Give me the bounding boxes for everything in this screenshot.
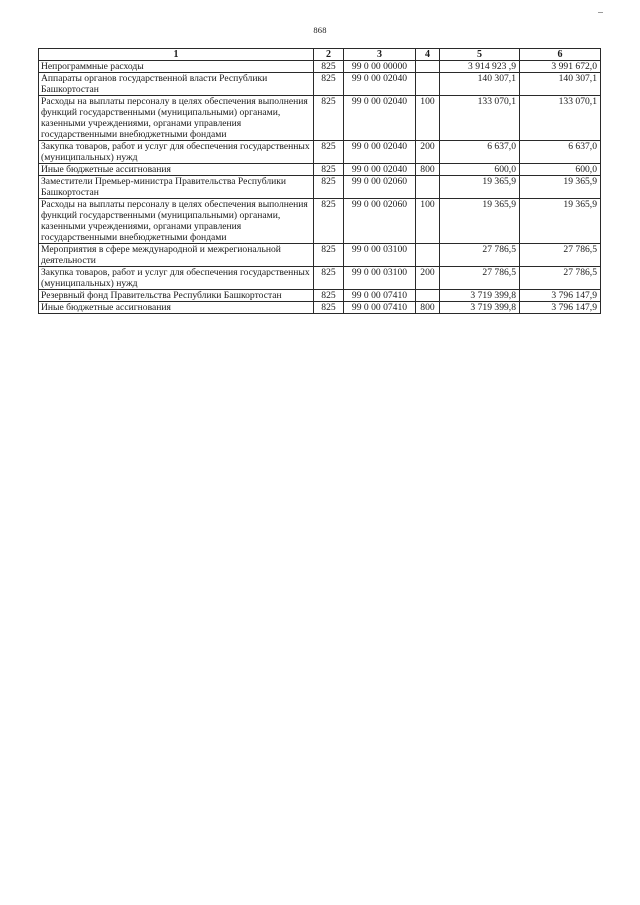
table-row	[39, 164, 601, 176]
department-code: 825	[314, 176, 344, 199]
header-row	[39, 49, 601, 61]
target-article-code: 99 0 00 02040	[344, 96, 416, 141]
expense-type-code: 200	[416, 267, 440, 290]
amount-col6: 27 786,5	[520, 244, 601, 267]
expense-name: Иные бюджетные ассигнования	[39, 302, 314, 314]
column-header-2: 2	[314, 49, 344, 61]
column-header-6: 6	[520, 49, 601, 61]
expense-name: Резервный фонд Правительства Республики Башкортостан	[39, 290, 314, 302]
table-row	[39, 96, 601, 141]
scan-mark	[598, 12, 603, 13]
table-row	[39, 199, 601, 244]
expense-type-code: 100	[416, 96, 440, 141]
table-row	[39, 141, 601, 164]
expense-type-code: 800	[416, 164, 440, 176]
amount-col5: 27 786,5	[440, 244, 520, 267]
amount-col6: 3 991 672,0	[520, 61, 601, 73]
expense-name: Расходы на выплаты персоналу в целях обеспечения выполнения функций государственными (муниципальными) органами, казенными учреждениями, органами управления государственными внебюджетными фондами	[39, 96, 314, 141]
expense-name: Непрограммные расходы	[39, 61, 314, 73]
department-code: 825	[314, 73, 344, 96]
target-article-code: 99 0 00 02040	[344, 141, 416, 164]
column-header-5: 5	[440, 49, 520, 61]
table-row	[39, 267, 601, 290]
target-article-code: 99 0 00 02060	[344, 199, 416, 244]
department-code: 825	[314, 267, 344, 290]
expense-type-code	[416, 290, 440, 302]
amount-col6: 27 786,5	[520, 267, 601, 290]
target-article-code: 99 0 00 03100	[344, 267, 416, 290]
expense-type-code	[416, 73, 440, 96]
amount-col6: 19 365,9	[520, 199, 601, 244]
expense-type-code: 200	[416, 141, 440, 164]
table-row	[39, 61, 601, 73]
amount-col5: 140 307,1	[440, 73, 520, 96]
amount-col5: 600,0	[440, 164, 520, 176]
department-code: 825	[314, 141, 344, 164]
target-article-code: 99 0 00 07410	[344, 302, 416, 314]
table-row	[39, 176, 601, 199]
department-code: 825	[314, 61, 344, 73]
expense-name: Мероприятия в сфере международной и межрегиональной деятельности	[39, 244, 314, 267]
amount-col5: 19 365,9	[440, 176, 520, 199]
amount-col6: 3 796 147,9	[520, 290, 601, 302]
budget-table	[38, 48, 601, 314]
department-code: 825	[314, 164, 344, 176]
amount-col5: 19 365,9	[440, 199, 520, 244]
amount-col5: 3 719 399,8	[440, 302, 520, 314]
expense-name: Иные бюджетные ассигнования	[39, 164, 314, 176]
expense-type-code	[416, 61, 440, 73]
expense-name: Закупка товаров, работ и услуг для обеспечения государственных (муниципальных) нужд	[39, 141, 314, 164]
column-header-3: 3	[344, 49, 416, 61]
amount-col5: 6 637,0	[440, 141, 520, 164]
column-header-1: 1	[39, 49, 314, 61]
expense-name: Аппараты органов государственной власти Республики Башкортостан	[39, 73, 314, 96]
department-code: 825	[314, 290, 344, 302]
amount-col6: 140 307,1	[520, 73, 601, 96]
target-article-code: 99 0 00 02060	[344, 176, 416, 199]
page-number: 868	[313, 25, 327, 35]
column-header-4: 4	[416, 49, 440, 61]
expense-name: Заместители Премьер-министра Правительства Республики Башкортостан	[39, 176, 314, 199]
target-article-code: 99 0 00 02040	[344, 73, 416, 96]
amount-col6: 6 637,0	[520, 141, 601, 164]
department-code: 825	[314, 96, 344, 141]
expense-type-code	[416, 176, 440, 199]
target-article-code: 99 0 00 00000	[344, 61, 416, 73]
amount-col6: 3 796 147,9	[520, 302, 601, 314]
expense-name: Закупка товаров, работ и услуг для обеспечения государственных (муниципальных) нужд	[39, 267, 314, 290]
table-row	[39, 73, 601, 96]
amount-col5: 27 786,5	[440, 267, 520, 290]
amount-col6: 19 365,9	[520, 176, 601, 199]
table-row	[39, 244, 601, 267]
table-row	[39, 302, 601, 314]
amount-col6: 133 070,1	[520, 96, 601, 141]
amount-col5: 3 719 399,8	[440, 290, 520, 302]
target-article-code: 99 0 00 07410	[344, 290, 416, 302]
expense-name: Расходы на выплаты персоналу в целях обеспечения выполнения функций государственными (муниципальными) органами, казенными учреждениями, органами управления государственными внебюджетными фондами	[39, 199, 314, 244]
department-code: 825	[314, 302, 344, 314]
target-article-code: 99 0 00 03100	[344, 244, 416, 267]
department-code: 825	[314, 199, 344, 244]
amount-col5: 133 070,1	[440, 96, 520, 141]
expense-type-code	[416, 244, 440, 267]
department-code: 825	[314, 244, 344, 267]
amount-col6: 600,0	[520, 164, 601, 176]
table-row	[39, 290, 601, 302]
target-article-code: 99 0 00 02040	[344, 164, 416, 176]
expense-type-code: 800	[416, 302, 440, 314]
amount-col5: 3 914 923 ,9	[440, 61, 520, 73]
expense-type-code: 100	[416, 199, 440, 244]
